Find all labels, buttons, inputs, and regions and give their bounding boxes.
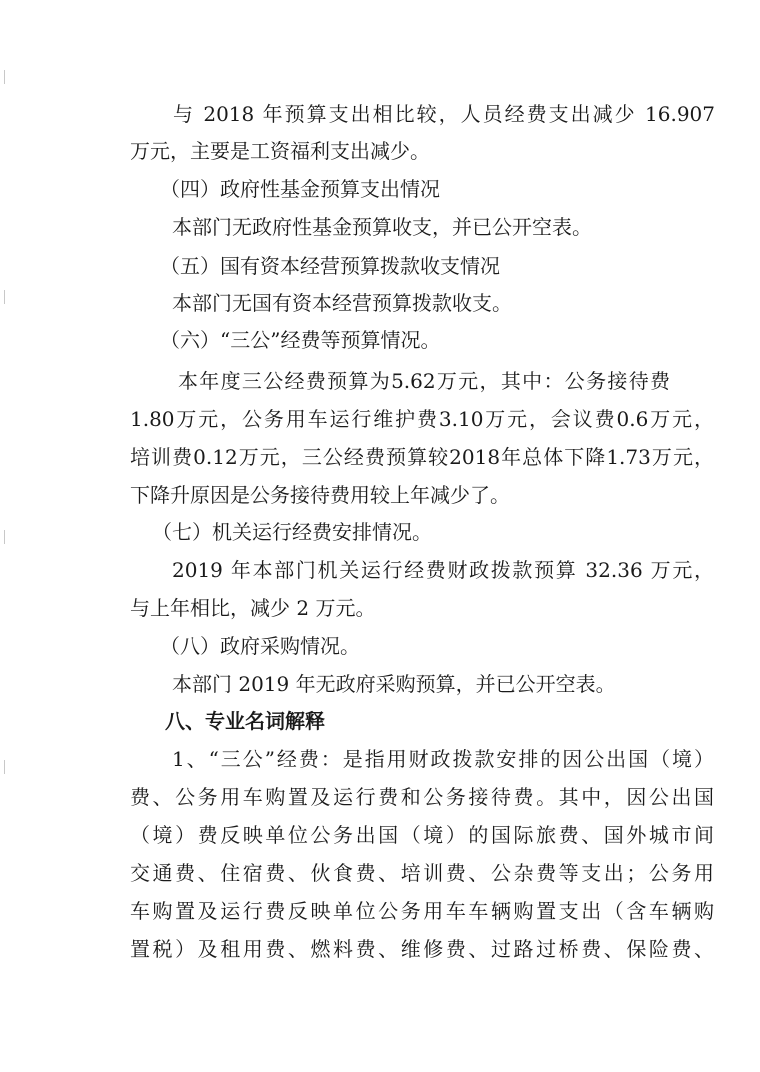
section-heading: （六）“三公”经费等预算情况。 (160, 328, 441, 352)
paragraph-line: 本年度三公经费预算为5.62万元，其中：公务接待费 (178, 369, 670, 393)
section-heading: （八）政府采购情况。 (160, 634, 360, 658)
paragraph-line: 万元，主要是工资福利支出减少。 (130, 139, 430, 163)
paragraph-line: （境）费反映单位公务出国（境）的国际旅费、国外城市间 (130, 823, 714, 847)
paragraph-line: 培训费0.12万元，三公经费预算较2018年总体下降1.73万元， (130, 445, 714, 469)
paragraph-line: 本部门无政府性基金预算收支，并已公开空表。 (172, 215, 592, 239)
binding-mark (4, 760, 5, 774)
binding-mark (4, 70, 5, 84)
paragraph-line: 交通费、住宿费、伙食费、培训费、公杂费等支出；公务用 (130, 861, 714, 885)
paragraph-line: 费、公务用车购置及运行费和公务接待费。其中，因公出国 (130, 785, 714, 809)
paragraph-line: 与 2018 年预算支出相比较，人员经费支出减少 16.907 (173, 102, 715, 126)
paragraph-line: 置税）及租用费、燃料费、维修费、过路过桥费、保险费、 (130, 937, 714, 961)
chapter-heading: 八、专业名词解释 (165, 709, 325, 733)
paragraph-line: 本部门 2019 年无政府采购预算，并已公开空表。 (172, 672, 616, 696)
section-heading: （七）机关运行经费安排情况。 (152, 520, 432, 544)
section-heading: （五）国有资本经营预算拨款收支情况 (160, 254, 500, 278)
paragraph-line: 2019 年本部门机关运行经费财政拨款预算 32.36 万元， (172, 558, 714, 582)
paragraph-line: 本部门无国有资本经营预算拨款收支。 (172, 291, 512, 315)
section-heading: （四）政府性基金预算支出情况 (160, 177, 440, 201)
paragraph-line: 车购置及运行费反映单位公务用车车辆购置支出（含车辆购 (130, 899, 714, 923)
paragraph-line: 与上年相比，减少 2 万元。 (130, 596, 376, 620)
paragraph-line: 1.80万元，公务用车运行维护费3.10万元，会议费0.6万元， (130, 407, 714, 431)
binding-mark (4, 290, 5, 304)
binding-mark (4, 530, 5, 544)
paragraph-line: 下降升原因是公务接待费用较上年减少了。 (130, 483, 510, 507)
paragraph-line: 1、“三公”经费：是指用财政拨款安排的因公出国（境） (172, 747, 714, 771)
